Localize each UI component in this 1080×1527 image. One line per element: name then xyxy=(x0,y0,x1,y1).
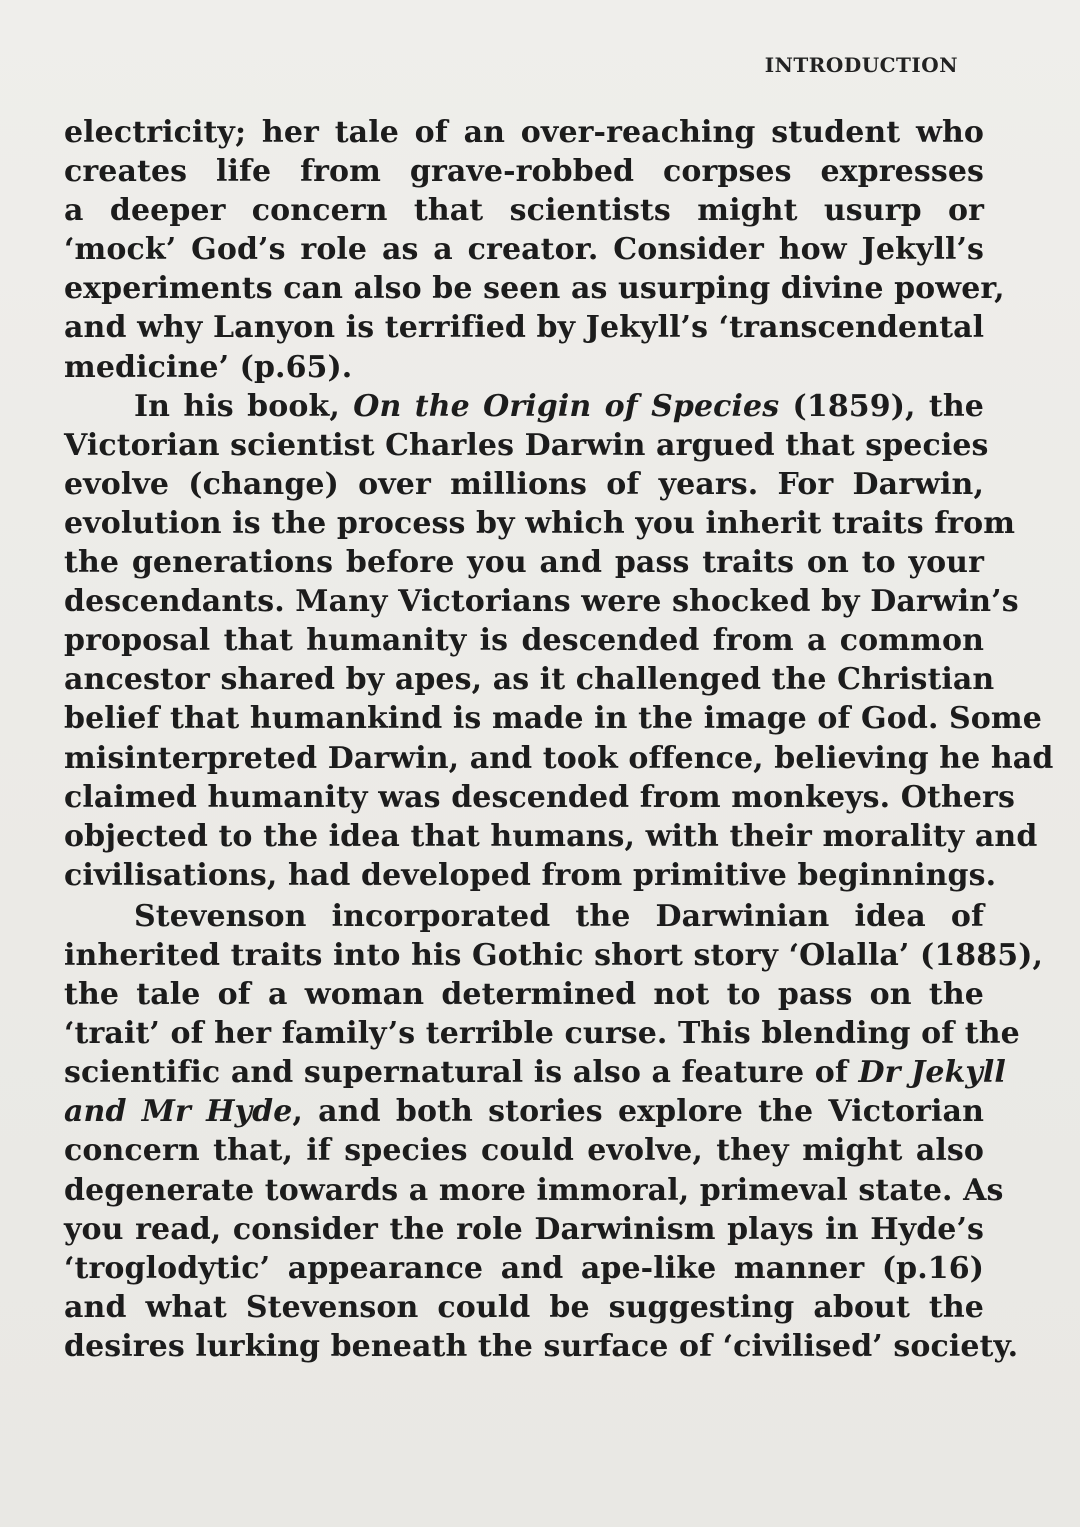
text-line: Victorian scientist Charles Darwin argued that species xyxy=(64,427,989,463)
text-line: evolution is the process by which you inherit traits from xyxy=(64,505,1016,541)
text-line: claimed humanity was descended from monkeys. Others xyxy=(64,779,1015,815)
text-line: objected to the idea that humans, with their morality and xyxy=(64,818,1038,854)
text-line: ‘troglodytic’ appearance and ape-like manner (p.16) xyxy=(64,1250,984,1286)
text-line: electricity; her tale of an over-reaching student who xyxy=(64,115,984,150)
text-line: inherited traits into his Gothic short story ‘Olalla’ (1885), xyxy=(64,937,1044,973)
text-line: civilisations, had developed from primitive beginnings. xyxy=(64,857,997,893)
running-head: INTRODUCTION xyxy=(764,53,958,77)
italic-title: and Mr Hyde xyxy=(64,1094,293,1130)
text-line: and what Stevenson could be suggesting about the xyxy=(64,1289,984,1325)
text-line: Stevenson incorporated the Darwinian idea of xyxy=(134,898,984,934)
text-line: misinterpreted Darwin, and took offence, believing he had xyxy=(64,740,1054,776)
text-line: evolve (change) over millions of years. For Darwin, xyxy=(64,466,984,502)
text-line: you read, consider the role Darwinism plays in Hyde’s xyxy=(64,1211,984,1247)
text-line-italic-title: and Mr Hyde, and both stories explore the Victorian xyxy=(64,1094,984,1130)
text-line: desires lurking beneath the surface of ‘civilised’ society. xyxy=(64,1328,1019,1364)
text-line: ‘trait’ of her family’s terrible curse. This blending of the xyxy=(64,1016,1020,1052)
text-line: ‘mock’ God’s role as a creator. Consider how Jekyll’s xyxy=(64,232,984,268)
text-line: the generations before you and pass traits on to your xyxy=(64,545,984,581)
text-line-italic-title: In his book, On the Origin of Species (1859), the xyxy=(134,388,984,424)
paragraph-3 xyxy=(64,897,1044,1366)
text-line: belief that humankind is made in the image of God. Some xyxy=(64,701,1042,737)
body-text xyxy=(64,113,1054,1366)
text-line: and why Lanyon is terrified by Jekyll’s ‘transcendental xyxy=(64,310,985,346)
text-line: medicine’ (p.65). xyxy=(64,349,353,385)
text-line: ancestor shared by apes, as it challenged the Christian xyxy=(64,662,995,698)
text-line: concern that, if species could evolve, they might also xyxy=(64,1133,984,1169)
text-line: degenerate towards a more immoral, primeval state. As xyxy=(64,1172,1004,1208)
italic-title: On the Origin of Species xyxy=(353,388,780,424)
text-line: proposal that humanity is descended from a common xyxy=(64,623,984,659)
text-line-italic-title: scientific and supernatural is also a feature of Dr Jekyll xyxy=(64,1055,1006,1091)
text-line: creates life from grave-robbed corpses expresses xyxy=(64,154,984,190)
text-line: a deeper concern that scientists might usurp or xyxy=(64,193,984,229)
paragraph-1 xyxy=(64,113,1005,387)
italic-title: Dr Jekyll xyxy=(858,1055,1006,1091)
text-line: the tale of a woman determined not to pass on the xyxy=(64,977,984,1013)
text-line: experiments can also be seen as usurping divine power, xyxy=(64,271,1005,307)
text-line: descendants. Many Victorians were shocked by Darwin’s xyxy=(64,584,1019,620)
paragraph-2 xyxy=(64,387,1054,895)
